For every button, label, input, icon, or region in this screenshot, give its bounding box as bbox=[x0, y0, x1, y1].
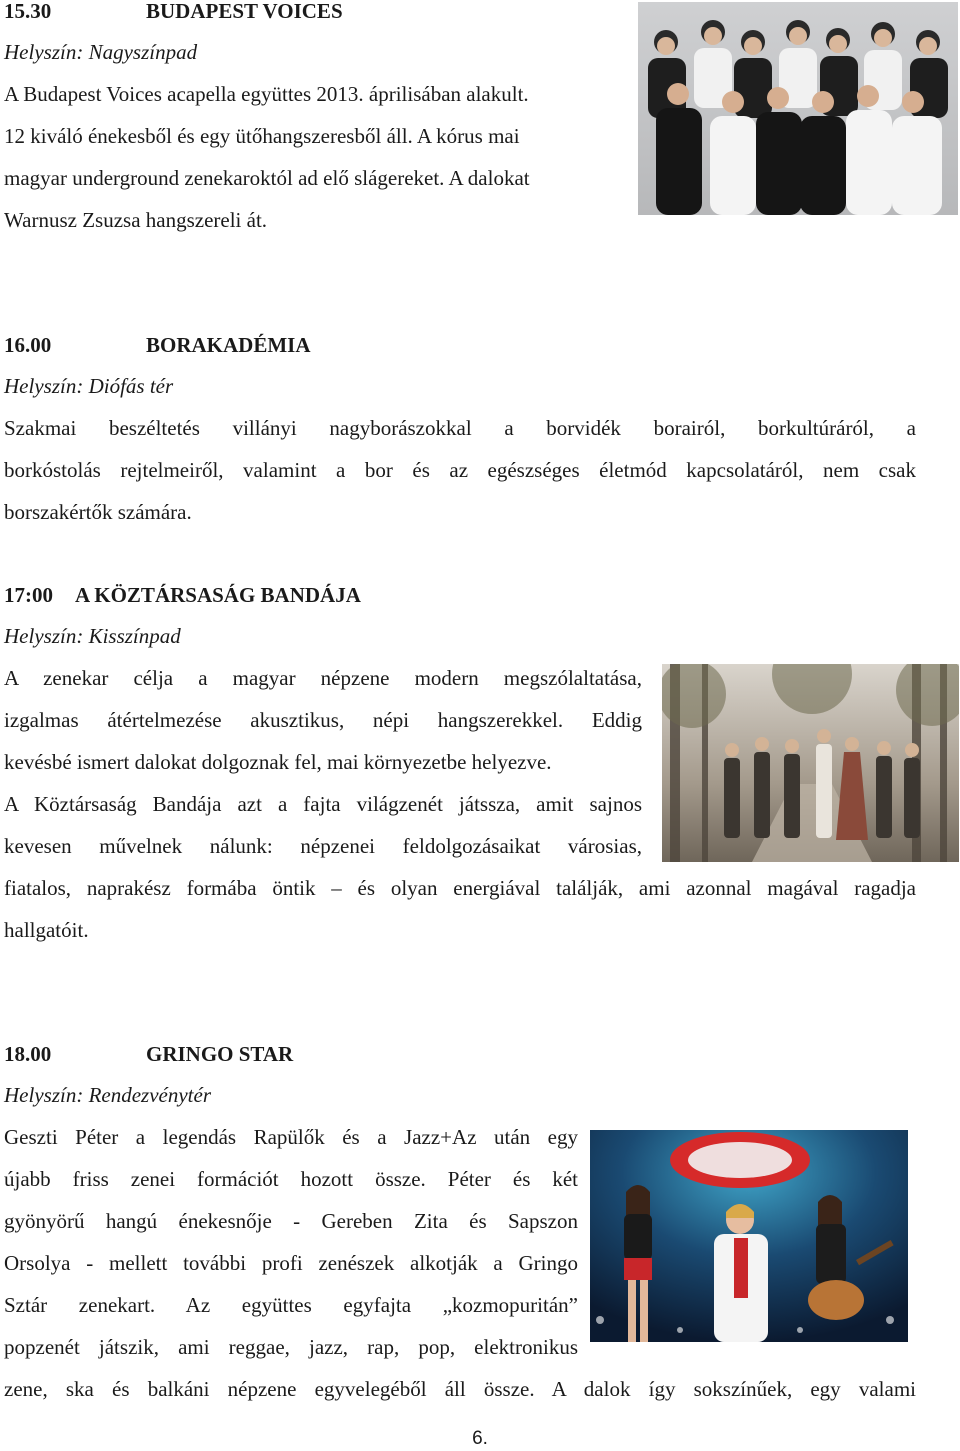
event-2-title: BORAKADÉMIA bbox=[146, 333, 311, 357]
gringo-star-photo bbox=[590, 1130, 908, 1342]
event-4-line-2: újabb friss zenei formációt hozott össze. Péter és két bbox=[4, 1167, 578, 1191]
event-3-line-6: fiatalos, naprakész formába öntik – és olyan energiával találják, ami azonnal magával ragadja bbox=[4, 876, 916, 900]
event-1-venue: Helyszín: Nagyszínpad bbox=[4, 40, 198, 64]
event-4-line-7: zene, ska és balkáni népzene egyvelegéből áll össze. A dalok így sokszínűek, egy valami bbox=[4, 1377, 916, 1401]
event-2-line-2: borkóstolás rejtelmeiről, valamint a bor és az egészséges életmód kapcsolatáról, nem csak bbox=[4, 458, 916, 482]
event-2-line-3: borszakértők számára. bbox=[4, 500, 192, 524]
event-4-line-4: Orsolya - mellett további profi zenészek alkotják a Gringo bbox=[4, 1251, 578, 1275]
event-3-line-4: A Köztársaság Bandája azt a fajta világzenét játssza, amit sajnos bbox=[4, 792, 642, 816]
event-3-line-1: A zenekar célja a magyar népzene modern megszólaltatása, bbox=[4, 666, 642, 690]
event-4-time: 18.00 bbox=[4, 1042, 52, 1066]
event-3-line-2: izgalmas átértelmezése akusztikus, népi hangszerekkel. Eddig bbox=[4, 708, 642, 732]
event-3-line-3: kevésbé ismert dalokat dolgoznak fel, mai környezetbe helyezve. bbox=[4, 750, 552, 774]
event-2-venue: Helyszín: Diófás tér bbox=[4, 374, 174, 398]
event-3-title: A KÖZTÁRSASÁG BANDÁJA bbox=[75, 583, 361, 607]
event-4-line-1: Geszti Péter a legendás Rapülők és a Jazz+Az után egy bbox=[4, 1125, 578, 1149]
event-1-time: 15.30 bbox=[4, 0, 52, 23]
budapest-voices-photo bbox=[638, 2, 958, 215]
event-1-line-3: magyar underground zenekaroktól ad elő slágereket. A dalokat bbox=[4, 166, 530, 190]
koztarsasag-bandaja-photo bbox=[662, 664, 959, 862]
event-3-line-5: kevesen művelnek nálunk: népzenei feldolgozásaikat városias, bbox=[4, 834, 642, 858]
event-4-line-5: Sztár zenekart. Az együttes egyfajta „kozmopuritán” bbox=[4, 1293, 578, 1317]
event-2-time: 16.00 bbox=[4, 333, 52, 357]
event-2-line-1: Szakmai beszéltetés villányi nagyborászokkal a borvidék borairól, borkultúráról, a bbox=[4, 416, 916, 440]
event-3-line-7: hallgatóit. bbox=[4, 918, 89, 942]
event-1-title: BUDAPEST VOICES bbox=[146, 0, 343, 23]
event-1-line-2: 12 kiváló énekesből és egy ütőhangszeresből áll. A kórus mai bbox=[4, 124, 520, 148]
event-4-title: GRINGO STAR bbox=[146, 1042, 294, 1066]
event-4-line-3: gyönyörű hangú énekesnője - Gereben Zita és Sapszon bbox=[4, 1209, 578, 1233]
event-3-time: 17:00 bbox=[4, 583, 53, 607]
event-4-venue: Helyszín: Rendezvénytér bbox=[4, 1083, 211, 1107]
event-1-line-4: Warnusz Zsuzsa hangszereli át. bbox=[4, 208, 268, 232]
event-3-venue: Helyszín: Kisszínpad bbox=[4, 624, 181, 648]
event-1-line-1: A Budapest Voices acapella együttes 2013. áprilisában alakult. bbox=[4, 82, 529, 106]
page-number: 6. bbox=[472, 1428, 488, 1449]
event-4-line-6: popzenét játszik, ami reggae, jazz, rap, pop, elektronikus bbox=[4, 1335, 578, 1359]
